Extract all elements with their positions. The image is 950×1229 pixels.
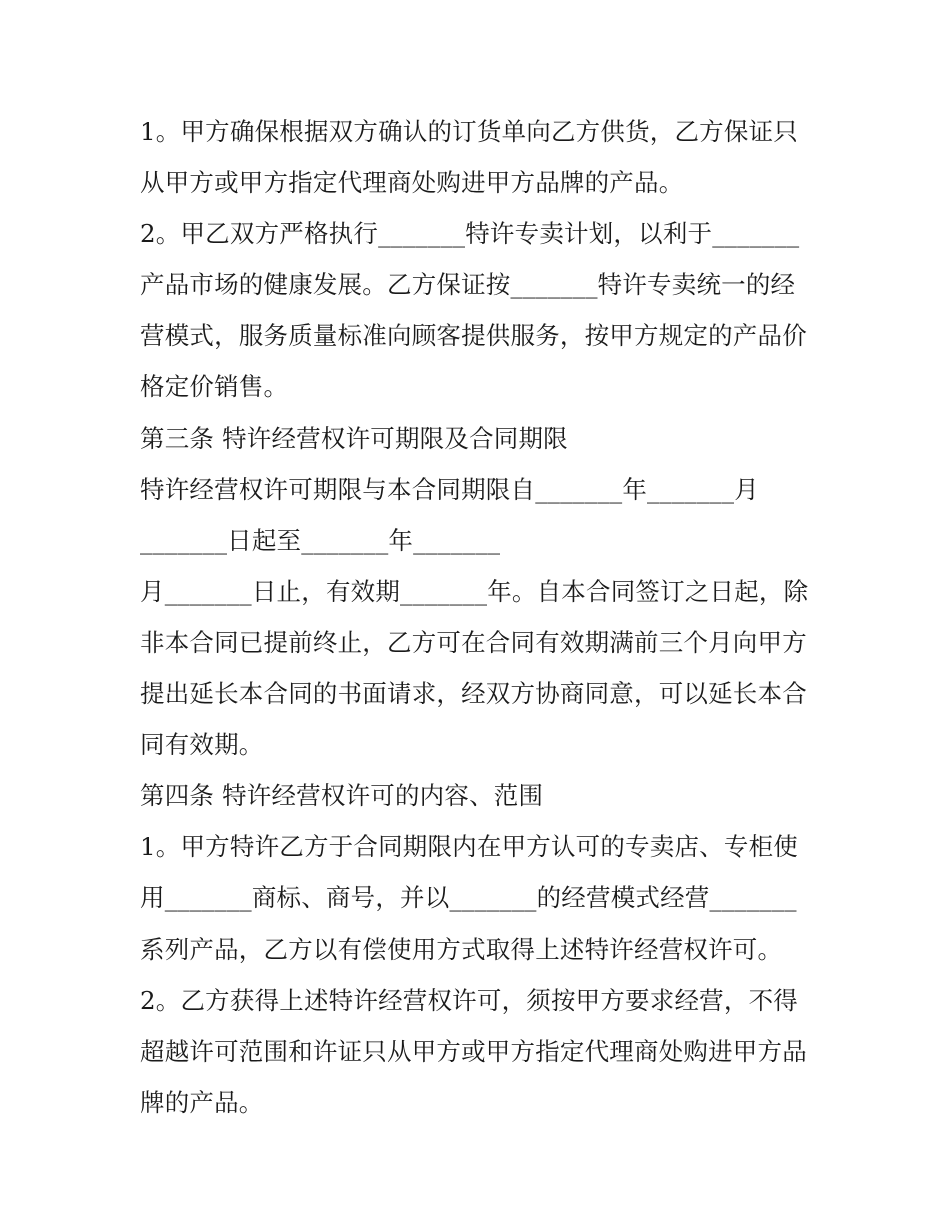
text-line: 牌的产品。 bbox=[140, 1087, 264, 1117]
text-line: 2。乙方获得上述特许经营权许可，须按甲方要求经营，不得 bbox=[140, 985, 798, 1015]
text-line: 产品市场的健康发展。乙方保证按_______特许专卖统一的经 bbox=[140, 270, 796, 300]
text-line: 超越许可范围和许证只从甲方或甲方指定代理商处购进甲方品 bbox=[140, 1036, 807, 1066]
text-line: 非本合同已提前终止，乙方可在合同有效期满前三个月向甲方 bbox=[140, 627, 807, 657]
text-line: 1。甲方特许乙方于合同期限内在甲方认可的专卖店、专柜使 bbox=[140, 832, 798, 862]
section-heading-article-4: 第四条 特许经营权许可的内容、范围 bbox=[140, 781, 544, 811]
text-line: 提出延长本合同的书面请求，经双方协商同意，可以延长本合 bbox=[140, 679, 807, 709]
text-line: 营模式，服务质量标准向顾客提供服务，按甲方规定的产品价 bbox=[140, 321, 807, 351]
text-line: _______日起至_______年_______ bbox=[140, 525, 501, 555]
text-line: 2。甲乙双方严格执行_______特许专卖计划，以利于_______ bbox=[140, 219, 800, 249]
text-line: 月_______日止，有效期_______年。自本合同签订之日起，除 bbox=[140, 576, 809, 606]
text-line: 同有效期。 bbox=[140, 730, 264, 760]
text-line: 从甲方或甲方指定代理商处购进甲方品牌的产品。 bbox=[140, 168, 684, 198]
text-line: 特许经营权许可期限与本合同期限自_______年_______月 bbox=[140, 474, 759, 504]
section-heading-article-3: 第三条 特许经营权许可期限及合同期限 bbox=[140, 423, 568, 453]
text-line: 1。甲方确保根据双方确认的订货单向乙方供货，乙方保证只 bbox=[140, 117, 798, 146]
document-body bbox=[140, 106, 820, 1128]
text-line: 格定价销售。 bbox=[140, 372, 289, 402]
text-line: 用_______商标、商号，并以_______的经营模式经营_______ bbox=[140, 883, 797, 913]
text-line: 系列产品，乙方以有偿使用方式取得上述特许经营权许可。 bbox=[140, 934, 783, 964]
